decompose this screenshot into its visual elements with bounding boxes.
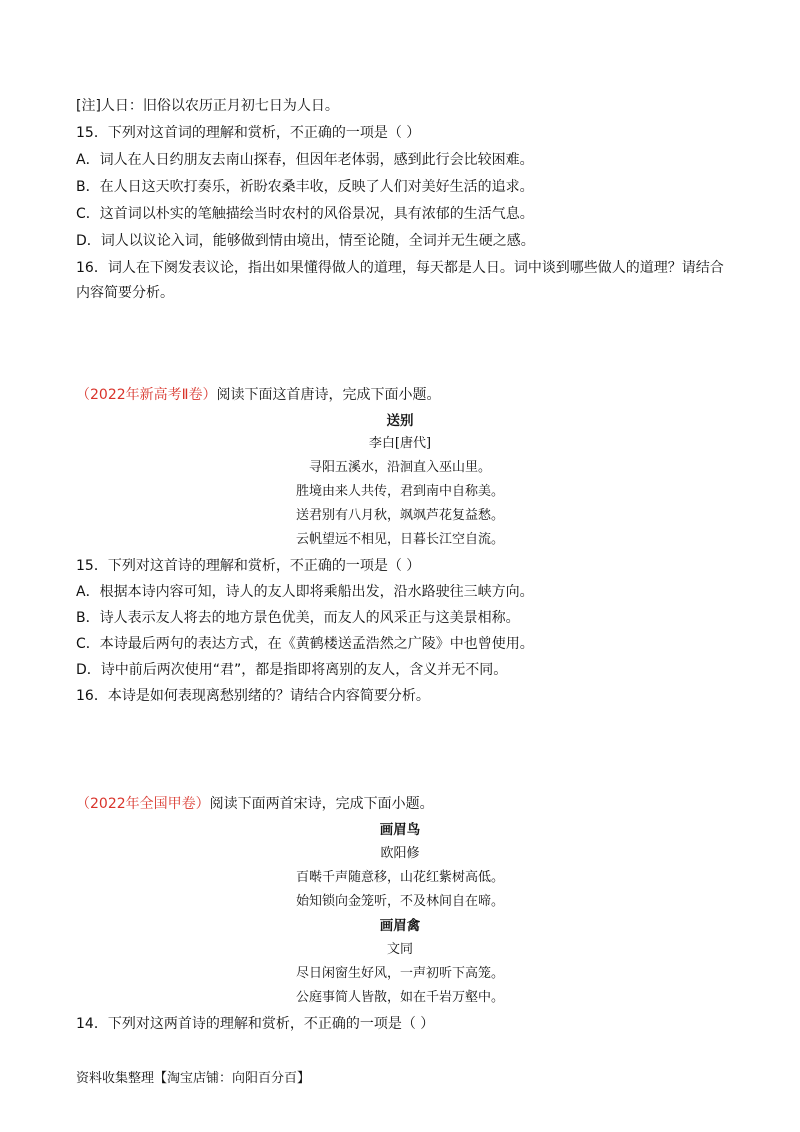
option-a: A．词人在人日约朋友去南山探春，但因年老体弱，感到此行会比较困难。 (76, 152, 534, 168)
poem-line: 公庭事简人皆散，如在千岩万壑中。 (295, 990, 504, 1005)
section-3-heading (76, 794, 434, 814)
question-14: 14．下列对这两首诗的理解和赏析，不正确的一项是（ ） (76, 1016, 435, 1032)
note-text: [注]人日：旧俗以农历正月初七日为人日。 (76, 98, 339, 114)
poem-line: 寻阳五溪水，沿洄直入巫山里。 (308, 460, 491, 475)
section-2-heading (76, 385, 441, 405)
poem-author: 李白[唐代] (368, 436, 432, 451)
option-d: D．词人以议论入词，能够做到情由境出，情至论随，全词并无生硬之感。 (76, 233, 535, 249)
option-c: C．这首词以朴实的笔触描绘当时农村的风俗景况，具有浓郁的生活气息。 (76, 206, 534, 222)
poem-author: 欧阳修 (380, 846, 420, 861)
poem-line: 百啭千声随意移，山花红紫树高低。 (295, 870, 504, 885)
poem-line: 胜境由来人共传，君到南中自称美。 (295, 484, 504, 499)
option-b: B．诗人表示友人将去的地方景色优美，而友人的风采正与这美景相称。 (76, 610, 520, 626)
poem-line: 云帆望远不相见，日暮长江空自流。 (295, 532, 504, 547)
poem-title: 画眉禽 (379, 918, 421, 934)
question-16-line2: 内容简要分析。 (76, 285, 174, 301)
poem-line: 始知锁向金笼听，不及林间自在啼。 (295, 894, 504, 909)
question-15-b: 15．下列对这首诗的理解和赏析，不正确的一项是（ ） (76, 558, 421, 574)
poem-line: 尽日闲窗生好风，一声初听下高笼。 (295, 966, 504, 981)
page-footer: 资料收集整理【淘宝店铺：向阳百分百】 (76, 1071, 311, 1086)
poem-line: 送君别有八月秋，飒飒芦花复益愁。 (295, 508, 504, 523)
question-16-line1: 16．词人在下阕发表议论，指出如果懂得做人的道理，每天都是人日。词中谈到哪些做人的道理？请结合 (76, 260, 724, 276)
option-c: C．本诗最后两句的表达方式，在《黄鹤楼送孟浩然之广陵》中也曾使用。 (76, 636, 534, 652)
poem-title: 画眉鸟 (379, 822, 421, 838)
source-label: （2022年全国甲卷） (76, 796, 210, 812)
source-label: （2022年新高考Ⅱ卷） (76, 387, 217, 403)
option-b: B．在人日这天吹打奏乐，祈盼农桑丰收，反映了人们对美好生活的追求。 (76, 179, 534, 195)
poem-author: 文同 (386, 942, 413, 957)
option-a: A．根据本诗内容可知，诗人的友人即将乘船出发，沿水路驶往三峡方向。 (76, 584, 534, 600)
section-intro: 阅读下面两首宋诗，完成下面小题。 (209, 796, 434, 812)
option-d: D．诗中前后两次使用“君”，都是指即将离别的友人，含义并无不同。 (76, 662, 508, 678)
question-16-b: 16．本诗是如何表现离愁别绪的？请结合内容简要分析。 (76, 688, 430, 704)
section-intro: 阅读下面这首唐诗，完成下面小题。 (216, 387, 441, 403)
poem-title: 送别 (386, 413, 414, 429)
question-15-a: 15．下列对这首词的理解和赏析，不正确的一项是（ ） (76, 125, 421, 141)
